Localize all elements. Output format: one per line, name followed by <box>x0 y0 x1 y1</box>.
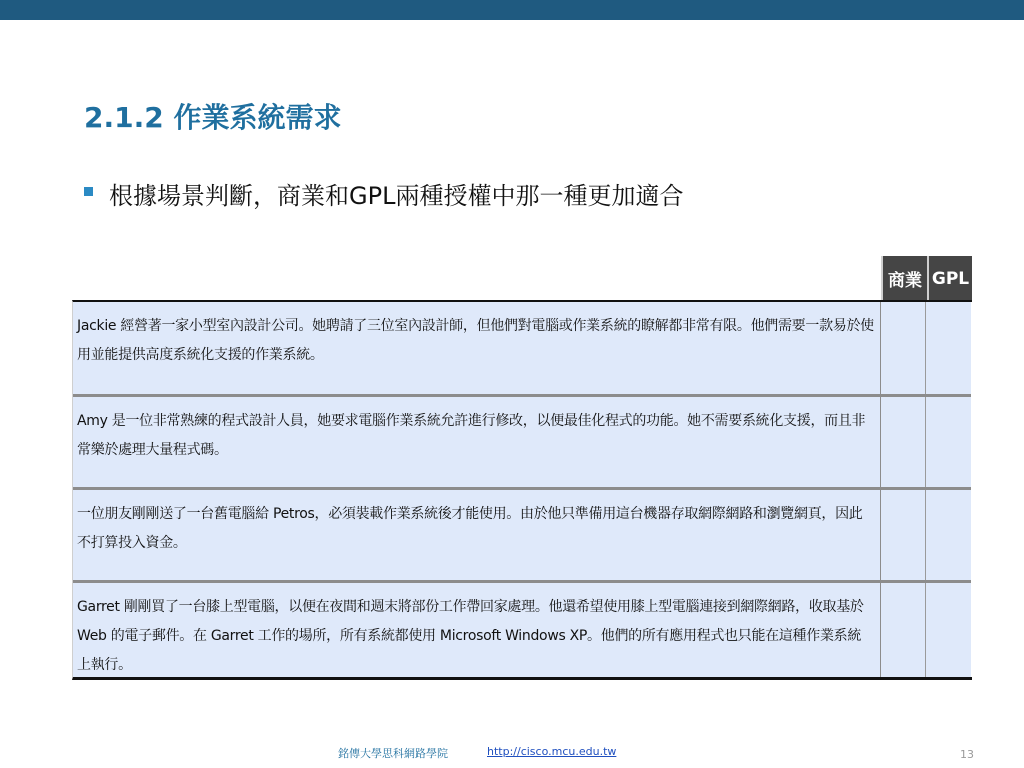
scenario-description: Garret 剛剛買了一台膝上型電腦，以便在夜間和週末將部份工作帶回家處理。他還希望使用膝上型電腦連接到網際網路，收取基於 Web 的電子郵件。在 Garret 工作的場所，所有系統都使用 Microsoft Windows XP。他們的所有應用程式也只能在這種作業系統上執行。 <box>73 583 881 677</box>
gpl-answer-cell[interactable] <box>926 490 971 580</box>
square-bullet-icon <box>84 187 93 196</box>
footer-website-link[interactable]: http://cisco.mcu.edu.tw <box>487 745 617 758</box>
footer-school-name: 銘傳大學思科網路學院 <box>338 747 448 760</box>
scenario-table <box>72 300 972 680</box>
top-banner <box>0 0 1024 20</box>
business-answer-cell[interactable] <box>881 397 926 487</box>
scenario-description: Amy 是一位非常熟練的程式設計人員，她要求電腦作業系統允許進行修改，以便最佳化程式的功能。她不需要系統化支援，而且非常樂於處理大量程式碼。 <box>73 397 881 487</box>
table-row <box>73 583 971 677</box>
gpl-answer-cell[interactable] <box>926 397 971 487</box>
business-answer-cell[interactable] <box>881 302 926 394</box>
column-header-gpl: GPL <box>927 256 972 301</box>
bullet-text: 根據場景判斷，商業和GPL兩種授權中那一種更加適合 <box>109 182 684 210</box>
bullet-point <box>84 176 683 211</box>
gpl-answer-cell[interactable] <box>926 583 971 677</box>
scenario-description: 一位朋友剛剛送了一台舊電腦給 Petros，必須裝載作業系統後才能使用。由於他只準備用這台機器存取網際網路和瀏覽網頁，因此不打算投入資金。 <box>73 490 881 580</box>
business-answer-cell[interactable] <box>881 490 926 580</box>
business-answer-cell[interactable] <box>881 583 926 677</box>
scenario-description: Jackie 經營著一家小型室內設計公司。她聘請了三位室內設計師，但他們對電腦或作業系統的瞭解都非常有限。他們需要一款易於使用並能提供高度系統化支援的作業系統。 <box>73 302 881 394</box>
page-number: 13 <box>960 748 974 761</box>
gpl-answer-cell[interactable] <box>926 302 971 394</box>
table-row <box>73 490 971 583</box>
column-header-business: 商業 <box>881 256 927 301</box>
table-row <box>73 302 971 397</box>
table-row <box>73 397 971 490</box>
slide-title: 2.1.2 作業系統需求 <box>84 101 342 134</box>
